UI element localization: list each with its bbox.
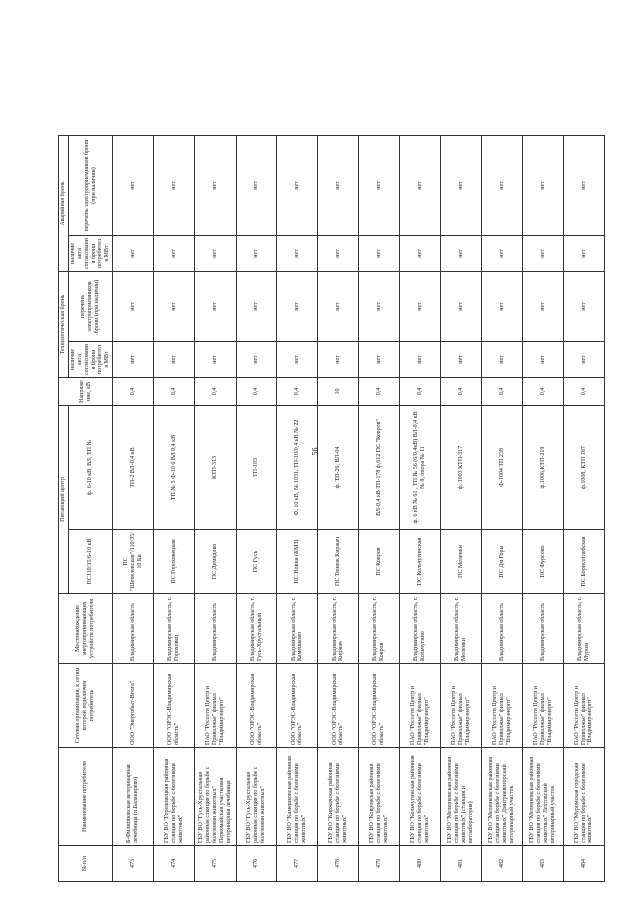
row-tech-availability: нет <box>154 342 195 378</box>
header-feeder: ф. 6-10 кВ, ВЛ, ТП № <box>68 406 112 530</box>
row-voltage: 0,4 <box>523 378 564 406</box>
row-em-list: нет <box>113 136 154 236</box>
row-num: 483 <box>523 846 564 882</box>
row-consumer: ГБУ ВО "Кольчугинская районная станция по борьбе с болезнями животных" <box>400 748 441 846</box>
row-tech-availability: нет <box>277 342 318 378</box>
row-consumer: ГБУ ВО "Меленковская районная станция по борьбе с болезнями животных" Дмитриевогорский ветеринарный участок <box>482 748 523 846</box>
row-em-list: нет <box>482 136 523 236</box>
row-ps: ПС Демидово <box>195 530 236 594</box>
row-em-availability: нет <box>154 236 195 272</box>
row-consumer: ГБУ ВО "Гусь-Хрустальная районная станция по борьбе с болезнями животных" Первомайская участковая ветеринарная лечебница <box>195 748 236 846</box>
row-location: Владимирская область <box>482 594 523 664</box>
table-row <box>236 136 277 882</box>
row-grid-org: ООО "ОРЭС-Владимирская область" <box>236 664 277 748</box>
row-em-list: нет <box>154 136 195 236</box>
row-em-availability: нет <box>113 236 154 272</box>
row-ps: ПС "Шепелевская"/110/35/10 Кв <box>113 530 154 594</box>
row-em-list: нет <box>236 136 277 236</box>
row-grid-org: ООО "ОРЭС-Владимирская область" <box>318 664 359 748</box>
row-ps: ПС Дм Горы <box>482 530 523 594</box>
row-tech-list: нет <box>154 272 195 342</box>
row-tech-availability: нет <box>236 342 277 378</box>
row-location: Владимирская область, г. Гороховец <box>154 594 195 664</box>
row-location: Владимирская область, г. Киржач <box>318 594 359 664</box>
row-consumer: ГБУ ВО "Камешковская районная станция по борьбе с болезнями животных" <box>277 748 318 846</box>
header-consumer: Наименование потребителя <box>59 748 113 846</box>
row-grid-org: ПАО "Россети Центр и Приволжье" филиал "Владимирэнерго" <box>400 664 441 748</box>
row-feeder: ф. 1003 КТП-317 <box>441 406 482 530</box>
row-consumer: ГБУ ВО "Гороховецкая районная станция по борьбе с болезнями животных" <box>154 748 195 846</box>
row-grid-org: ПАО "Россети Центр и Приволжье" филиал "Владимирэнерго" <box>441 664 482 748</box>
row-tech-list: нет <box>113 272 154 342</box>
row-voltage: 0,4 <box>441 378 482 406</box>
row-tech-availability: нет <box>113 342 154 378</box>
row-voltage: 10 <box>318 378 359 406</box>
row-tech-availability: нет <box>359 342 400 378</box>
row-consumer: ГБУ ВО "Муромская городская станция по борьбе с болезнями животных" <box>564 748 605 846</box>
row-tech-list: нет <box>236 272 277 342</box>
row-ps: ПС Гороховецкая <box>154 530 195 594</box>
row-voltage: 0,4 <box>564 378 605 406</box>
row-num: 477 <box>277 846 318 882</box>
row-ps: ПС Гусь <box>236 530 277 594</box>
row-ps: ПС Меленки <box>441 530 482 594</box>
table-row <box>195 136 236 882</box>
row-em-list: нет <box>523 136 564 236</box>
row-tech-list: нет <box>482 272 523 342</box>
header-emergency-armor: Аварийная бронь <box>59 136 69 272</box>
row-location: Владимирская область <box>523 594 564 664</box>
header-tech-availability: наличие акта согласования брони потребителя МВт <box>68 342 112 378</box>
table-row <box>318 136 359 882</box>
row-ps: ПС Борисоглебская <box>564 530 605 594</box>
header-em-list: перечень электроприемников брони (при наличии) <box>68 136 112 236</box>
row-tech-availability: нет <box>564 342 605 378</box>
row-num: 480 <box>400 846 441 882</box>
row-consumer: ГБУ ВО "Ковровская районная станция по борьбе с болезнями животных" <box>359 748 400 846</box>
row-location: Владимирская область, г. Меленки <box>441 594 482 664</box>
rotated-table-wrapper <box>58 136 605 882</box>
table-row <box>441 136 482 882</box>
row-em-list: нет <box>441 136 482 236</box>
row-voltage: 0,4 <box>195 378 236 406</box>
row-voltage: 0,4 <box>482 378 523 406</box>
row-num: 482 <box>482 846 523 882</box>
row-feeder: ВЛ-0,4 кВ ТП-178 ф.612 ПС "Ковров" <box>359 406 400 530</box>
row-em-list: нет <box>359 136 400 236</box>
header-num: № п/п <box>59 846 113 882</box>
row-ps: ПС Фурсово <box>523 530 564 594</box>
header-grid-org: Сетевая организация, к сетям которой подключен потребитель <box>59 664 113 748</box>
row-location: Владимирская область, г. Ковров <box>359 594 400 664</box>
row-location: Владимирская область, г. Гусь-Хрустальный <box>236 594 277 664</box>
row-em-list: нет <box>277 136 318 236</box>
row-voltage: 0,4 <box>400 378 441 406</box>
row-feeder: ТП-103 <box>236 406 277 530</box>
table-row <box>564 136 605 882</box>
row-tech-availability: нет <box>441 342 482 378</box>
row-location: Владимирская область, г. Муром <box>564 594 605 664</box>
row-em-availability: нет <box>564 236 605 272</box>
row-em-availability: нет <box>195 236 236 272</box>
row-feeder: ТП-2 ВЛ-0,4 кВ <box>113 406 154 530</box>
row-location: Владимирская область <box>195 594 236 664</box>
row-tech-list: нет <box>564 272 605 342</box>
header-tech-list: перечень электроприемников брони (при наличии) <box>68 272 112 342</box>
row-voltage: 0,4 <box>236 378 277 406</box>
row-em-list: нет <box>400 136 441 236</box>
row-tech-list: нет <box>195 272 236 342</box>
row-voltage: 0,4 <box>277 378 318 406</box>
row-voltage: 0,4 <box>154 378 195 406</box>
row-ps: ПС Ковров <box>359 530 400 594</box>
row-em-availability: нет <box>236 236 277 272</box>
row-tech-list: нет <box>400 272 441 342</box>
row-em-availability: нет <box>441 236 482 272</box>
row-num: 475 <box>195 846 236 882</box>
header-ps: ПС110/35/6-10 кВ <box>68 530 112 594</box>
consumer-armor-table <box>58 135 605 882</box>
header-tech-armor: Технологическая бронь <box>59 272 69 378</box>
row-num: 479 <box>359 846 400 882</box>
row-voltage: 0,4 <box>359 378 400 406</box>
row-grid-org: ООО "ОРЭС-Владимирская область" <box>359 664 400 748</box>
row-feeder: ф. 6 кВ № 61 , ТП № 56 (6/0,4кВ) ВЛ-0,4 кВ № 8, опора № 11 <box>400 406 441 530</box>
row-tech-availability: нет <box>195 342 236 378</box>
row-tech-availability: нет <box>318 342 359 378</box>
header-supply-center: Питающий центр <box>59 406 69 594</box>
row-feeder: Ф. 10 кВ, № 1031, ТП-10/0,4 кВ № 22 <box>277 406 318 530</box>
row-num: 474 <box>154 846 195 882</box>
row-em-availability: нет <box>400 236 441 272</box>
row-num: 481 <box>441 846 482 882</box>
row-grid-org: ПАО "Россети Центр и Приволжье" филиал "Владимирэнерго" <box>482 664 523 748</box>
table-body <box>113 136 605 882</box>
row-tech-availability: нет <box>400 342 441 378</box>
row-location: Владимирская область <box>113 594 154 664</box>
table-row <box>359 136 400 882</box>
row-em-availability: нет <box>359 236 400 272</box>
page-number: 56 <box>310 447 320 456</box>
row-tech-list: нет <box>523 272 564 342</box>
row-location: Владимирская область, г. Кольчугино <box>400 594 441 664</box>
row-feeder: КТП-313 <box>195 406 236 530</box>
row-tech-list: нет <box>359 272 400 342</box>
row-num: 473 <box>113 846 154 882</box>
row-feeder: ТП № 5 Ф-10 6 ВЛ 0,4 кВ <box>154 406 195 530</box>
row-tech-list: нет <box>277 272 318 342</box>
row-feeder: ф. ТП-26, ВЛ-04 <box>318 406 359 530</box>
row-ps: ПС Тюнеж Киржач <box>318 530 359 594</box>
row-tech-availability: нет <box>523 342 564 378</box>
row-consumer: ГБУ ВО "Меленковская районная станция по борьбе с болезнями животных" (станция и ветлаборатория) <box>441 748 482 846</box>
row-em-availability: нет <box>318 236 359 272</box>
row-grid-org: ПАО "Россети Центр и Приволжье" филиал "Владимирэнерго" <box>195 664 236 748</box>
row-consumer: ГБУ ВО "Гусь-Хрустальная районная станция по борьбе с болезнями животных" <box>236 748 277 846</box>
table-row <box>113 136 154 882</box>
row-em-list: нет <box>564 136 605 236</box>
row-ps: ПС Новки (КМЗ) <box>277 530 318 594</box>
row-num: 476 <box>236 846 277 882</box>
table-row <box>400 136 441 882</box>
row-consumer: ГБУ ВО "Меленковская районная станция по борьбе с болезнями животных" Лехтовский ветеринарный участок <box>523 748 564 846</box>
row-em-list: нет <box>318 136 359 236</box>
row-ps: ПС Кольчугинская <box>400 530 441 594</box>
header-location: Местонахождение энергопринимающих устройств потребителя <box>59 594 113 664</box>
header-row-1 <box>59 136 69 882</box>
table-row <box>523 136 564 882</box>
row-num: 478 <box>318 846 359 882</box>
row-feeder: Ф-1004 ТП 238 <box>482 406 523 530</box>
header-voltage: Напряжение, кВ <box>59 378 113 406</box>
row-grid-org: ООО "Энергобыт-Волга" <box>113 664 154 748</box>
row-grid-org: ПАО "Россети Центр и Приволжье" филиал "Владимирэнерго" <box>564 664 605 748</box>
row-feeder: ф.1008, КТП 187 <box>564 406 605 530</box>
row-grid-org: ПАО "Россети Центр и Приволжье" филиал "Владимирэнерго" <box>523 664 564 748</box>
row-em-availability: нет <box>277 236 318 272</box>
table-row <box>154 136 195 882</box>
row-em-availability: нет <box>482 236 523 272</box>
row-em-availability: нет <box>523 236 564 272</box>
row-consumer: ГБУ ВО "Киржачская районная станция по борьбе с болезнями животных" <box>318 748 359 846</box>
row-tech-list: нет <box>441 272 482 342</box>
row-em-list: нет <box>195 136 236 236</box>
table-row <box>482 136 523 882</box>
row-grid-org: ООО "ОРЭС-Владимирская область" <box>154 664 195 748</box>
table-row <box>277 136 318 882</box>
row-consumer: Б-Филипповская ветеринарная лечебница (п.Балакирево) <box>113 748 154 846</box>
row-voltage: 0,4 <box>113 378 154 406</box>
row-tech-availability: нет <box>482 342 523 378</box>
header-em-availability: наличие акта согласования брони потребителя МВт <box>68 236 112 272</box>
row-num: 484 <box>564 846 605 882</box>
row-tech-list: нет <box>318 272 359 342</box>
row-feeder: ф.1006,КТП-219 <box>523 406 564 530</box>
row-location: Владимирская область, г. Камешково <box>277 594 318 664</box>
row-grid-org: ООО "ОРЭС-Владимирская область" <box>277 664 318 748</box>
